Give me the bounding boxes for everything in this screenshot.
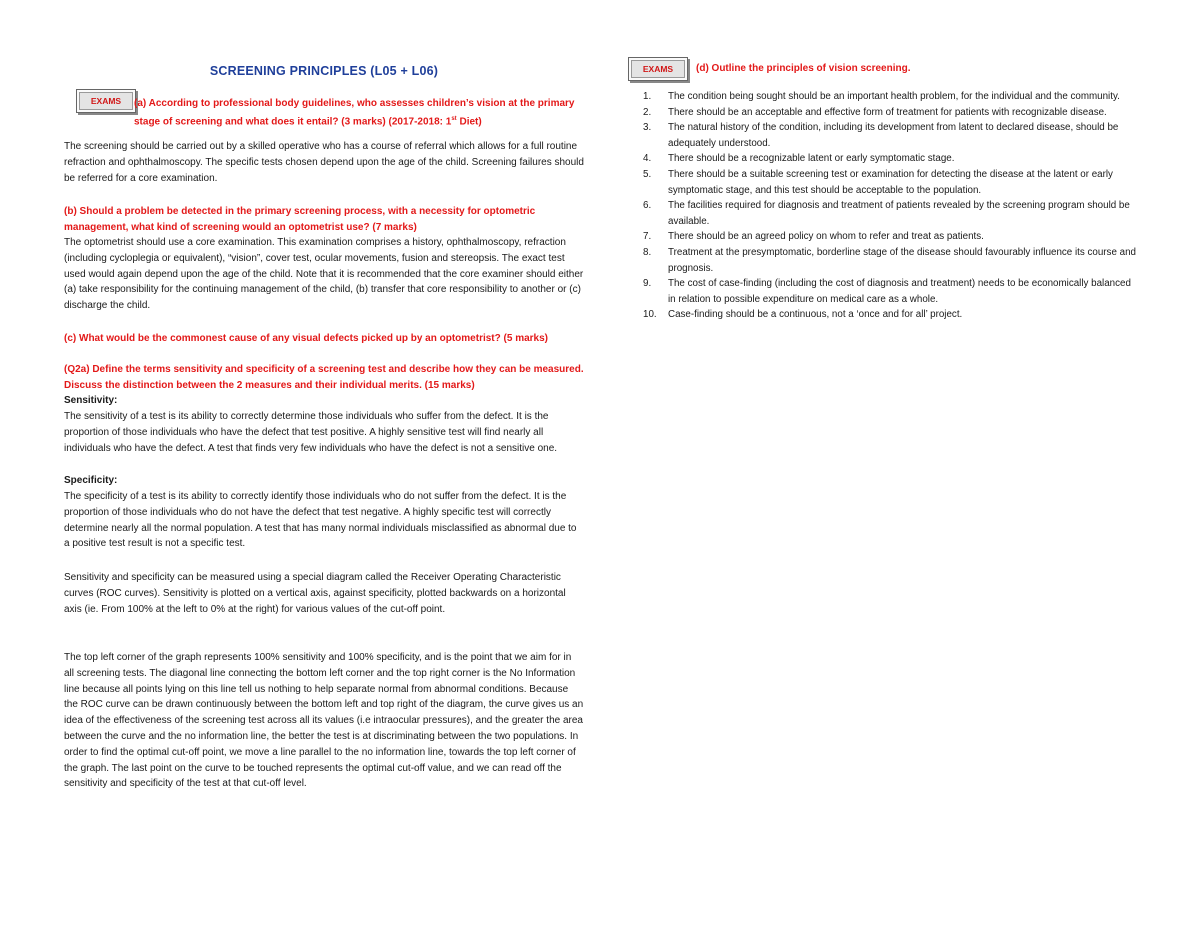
list-item-text: Case-finding should be a continuous, not a ‘once and for all’ project.	[668, 309, 963, 321]
list-item-text: The cost of case-finding (including the cost of diagnosis and treatment) needs to be economically balanced in relation to possible expenditure on medical care as a whole.	[668, 278, 1131, 305]
principles-list	[628, 89, 1138, 323]
list-item	[628, 167, 1138, 198]
list-item-number: 4.	[643, 153, 652, 165]
list-item-text: The condition being sought should be an important health problem, for the individual and the community.	[668, 91, 1120, 102]
specificity-text: The specificity of a test is its ability to correctly identify those individuals who do not suffer from the defect. It is the proportion of those individuals who do not have the defect that test negative. A highly specific test will correctly determine nearly all the normal population. A test that has many normal individuals misclassified as abnormal due to a positive test result is not a specific test.	[64, 491, 577, 550]
answer-a: The screening should be carried out by a skilled operative who has a course of referral which allows for a full routine refraction and ophthalmoscopy. The specific tests chosen depend upon the age of the child. Screening failures should be referred for a core examination.	[64, 141, 584, 184]
list-item	[628, 198, 1138, 229]
roc-paragraph-1: Sensitivity and specificity can be measured using a special diagram called the Receiver Operating Characteristic curves (ROC curves). Sensitivity is plotted on a vertical axis, against specificity, plotted backwards on a horizontal axis (ie. From 100% at the left to 0% at the right) for various values of the cut-off point.	[64, 572, 566, 615]
list-item-text: The natural history of the condition, including its development from latent to declared disease, should be adequately understood.	[668, 122, 1119, 149]
specificity-heading: Specificity:	[64, 475, 118, 486]
exams-badge: EXAMS	[628, 57, 688, 81]
list-item	[628, 229, 1138, 245]
list-item-number: 9.	[643, 278, 652, 290]
list-item-number: 5.	[643, 168, 652, 180]
question-b: (b) Should a problem be detected in the primary screening process, with a necessity for optometric management, what kind of screening would an optometrist use? (7 marks)	[64, 206, 536, 233]
list-item	[628, 307, 1138, 323]
list-item-text: There should be a recognizable latent or early symptomatic stage.	[668, 153, 955, 165]
list-item-number: 10.	[643, 309, 657, 321]
list-item-number: 6.	[643, 200, 652, 212]
list-item-number: 1.	[643, 91, 652, 102]
list-item-number: 8.	[643, 246, 652, 258]
list-item-text: The facilities required for diagnosis and treatment of patients revealed by the screening program should be available.	[668, 200, 1130, 227]
question-c: (c) What would be the commonest cause of any visual defects picked up by an optometrist? (5 marks)	[64, 333, 548, 344]
page-title: SCREENING PRINCIPLES (L05 + L06)	[209, 64, 439, 78]
roc-paragraph-2: The top left corner of the graph represents 100% sensitivity and 100% specificity, and is the point that we aim for in all screening tests. The diagonal line connecting the bottom left corner and the top right corner is the No Information line because all points lying on this line tell us nothing to help separate normal from abnormal conditions. Because the ROC curve can be drawn continuously between the bottom left and top right of the diagram, the curve gives us an idea of the effectiveness of the screening test across all its values (i.e intraocular pressures), and the greater the area between the curve and the no information line, the better the test is at discriminating between the two populations. In order to find the optimal cut-off point, we move a line parallel to the no information line, towards the top left corner of the graph. The last point on the curve to be touched represents the optimal cut-off value, and we can read off the sensitivity and specificity of the test at that cut-off level.	[64, 652, 584, 790]
sensitivity-heading: Sensitivity:	[64, 395, 118, 406]
question-q2a: (Q2a) Define the terms sensitivity and specificity of a screening test and describe how they can be measured. Discuss the distinction between the 2 measures and their individual merits. (15 marks)	[64, 364, 584, 391]
answer-b: The optometrist should use a core examination. This examination comprises a history, ophthalmoscopy, refraction (including cycloplegia or equivalent), “vision”, cover test, ocular movements, fusion and stereopsis. The exact test used would again depend upon the age of the child. Note that it is recommended that the core examiner should either (a) take responsibility for the continuing management of the child, (b) transfer that core responsibility to another or (c) discharge the child.	[64, 237, 584, 312]
list-item-number: 2.	[643, 106, 652, 118]
list-item	[628, 120, 1138, 151]
list-item-text: There should be an acceptable and effective form of treatment for patients with recognizable disease.	[668, 106, 1107, 118]
exams-badge: EXAMS	[76, 89, 136, 113]
list-item	[628, 276, 1138, 307]
list-item-number: 3.	[643, 122, 652, 134]
list-item	[628, 105, 1138, 121]
list-item	[628, 151, 1138, 167]
question-a: (a) According to professional body guidelines, who assesses children’s vision at the primary stage of screening and what does it entail? (3 marks) (2017-2018: 1st Diet)	[134, 98, 575, 127]
list-item-text: There should be an agreed policy on whom to refer and treat as patients.	[668, 231, 984, 243]
list-item-text: There should be a suitable screening test or examination for detecting the disease at the latent or early symptomatic stage, and this test should be acceptable to the population.	[668, 168, 1113, 196]
list-item-number: 7.	[643, 231, 652, 243]
list-item	[628, 245, 1138, 276]
list-item-text: Treatment at the presymptomatic, borderline stage of the disease should favourably influence its course and prognosis.	[668, 246, 1136, 274]
question-d: (d) Outline the principles of vision screening.	[696, 63, 911, 74]
list-item	[628, 89, 1138, 105]
sensitivity-text: The sensitivity of a test is its ability to correctly determine those individuals who suffer from the defect. It is the proportion of those individuals who have the defect that test positive. A highly sensitive test will find nearly all individuals who have the defect. A test that finds very few individuals who have the defect is not a sensitive one.	[64, 411, 558, 454]
